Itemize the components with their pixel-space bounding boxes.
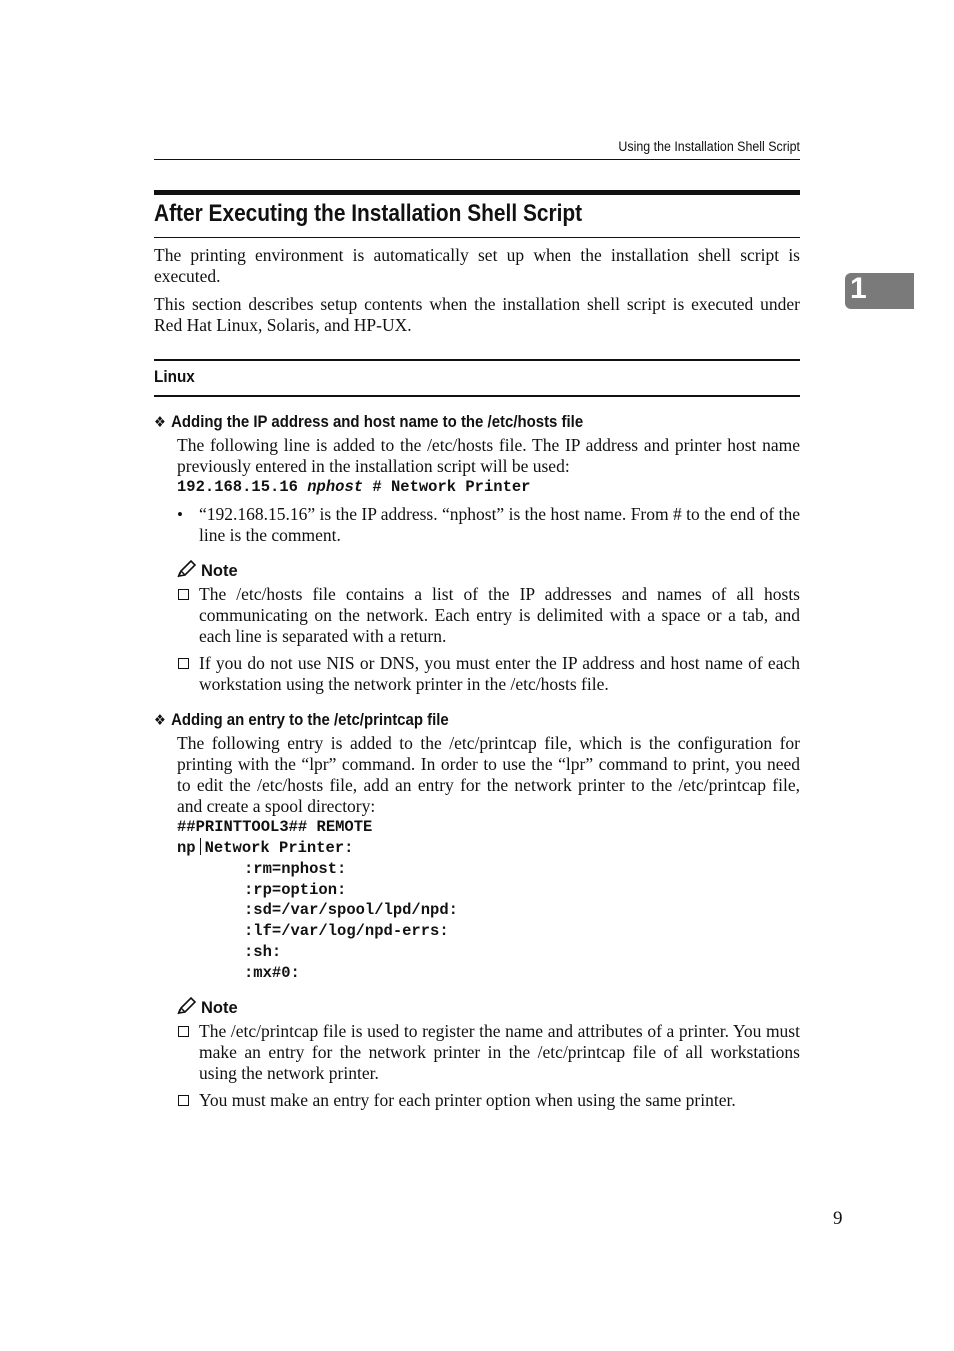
diamond-icon: ❖ <box>154 711 166 729</box>
printcap-code-option: :sh: <box>244 943 282 961</box>
title-underline <box>154 237 800 238</box>
pencil-icon <box>177 560 197 583</box>
hosts-note-item-1 <box>177 584 800 647</box>
running-header: Using the Installation Shell Script <box>618 139 800 154</box>
note-label: Note <box>201 562 238 580</box>
hosts-bullet-text: “192.168.15.16” is the IP address. “nphost” is the host name. From # to the end of the line is the comment. <box>199 504 800 545</box>
chapter-tab <box>845 273 914 309</box>
hosts-bullet <box>177 504 800 546</box>
hosts-note-text-1: The /etc/hosts file contains a list of the IP addresses and names of all hosts communicating on the network. Each entry is delimited with a space or a tab, and each line is separated with a return. <box>199 584 800 646</box>
code-np-rest: Network Printer: <box>204 839 354 857</box>
printcap-code-option: :sd=/var/spool/lpd/npd: <box>244 901 458 919</box>
subsection-rule-bottom <box>154 395 800 397</box>
printcap-code-option: :rm=nphost: <box>244 860 347 878</box>
printcap-note-text-1: The /etc/printcap file is used to register the name and attributes of a printer. You must make an entry for the network printer in the /etc/printcap file of all workstations using the network printer. <box>199 1021 800 1083</box>
printcap-code-line-1: ##PRINTTOOL3## REMOTE <box>177 818 373 836</box>
pencil-icon <box>177 997 197 1020</box>
chapter-number: 1 <box>850 272 867 305</box>
section-title: After Executing the Installation Shell Script <box>154 200 583 227</box>
printcap-heading <box>154 710 449 730</box>
header-rule <box>154 159 800 160</box>
note-label: Note <box>201 999 238 1017</box>
subsection-title: Linux <box>154 367 195 386</box>
hosts-code-line <box>177 477 531 498</box>
printcap-code-option: :lf=/var/log/npd-errs: <box>244 922 449 940</box>
printcap-code-option: :mx#0: <box>244 964 300 982</box>
printcap-heading-text: Adding an entry to the /etc/printcap file <box>171 710 449 729</box>
code-np: np <box>177 839 196 857</box>
checkbox-marker-icon <box>178 589 189 600</box>
hosts-note-text-2: If you do not use NIS or DNS, you must enter the IP address and host name of each workstation using the network printer in the /etc/hosts file. <box>199 653 800 694</box>
hosts-note-item-2 <box>177 653 800 695</box>
intro-paragraph-1: The printing environment is automatically set up when the installation shell script is executed. <box>154 245 800 286</box>
checkbox-marker-icon <box>178 658 189 669</box>
printcap-note-item-1 <box>177 1021 800 1084</box>
bullet-marker: • <box>177 505 183 524</box>
printcap-note-heading <box>177 997 238 1020</box>
printcap-body: The following entry is added to the /etc/printcap file, which is the configuration for printing with the “lpr” command. In order to use the “lpr” command to print, you need to edit the /etc/hosts file, add an entry for the network printer to the /etc/printcap file, and create a spool directory: <box>177 733 800 816</box>
checkbox-marker-icon <box>178 1026 189 1037</box>
checkbox-marker-icon <box>178 1095 189 1106</box>
subsection-rule-top <box>154 359 800 361</box>
hosts-body: The following line is added to the /etc/hosts file. The IP address and printer host name previously entered in the installation script will be used: <box>177 435 800 476</box>
hosts-note-heading <box>177 560 238 583</box>
code-host: nphost <box>307 478 364 496</box>
printcap-code-line-2 <box>177 838 353 859</box>
separator-bar <box>200 838 201 855</box>
intro-paragraph-2: This section describes setup contents when the installation shell script is executed under Red Hat Linux, Solaris, and HP-UX. <box>154 294 800 335</box>
code-ip: 192.168.15.16 <box>177 478 298 496</box>
page-number: 9 <box>833 1208 843 1229</box>
title-rule <box>154 190 800 195</box>
code-comment: # Network Printer <box>372 478 531 496</box>
printcap-note-item-2 <box>177 1090 800 1111</box>
printcap-code-option: :rp=option: <box>244 881 347 899</box>
hosts-heading-text: Adding the IP address and host name to the /etc/hosts file <box>171 412 584 431</box>
printcap-note-text-2: You must make an entry for each printer option when using the same printer. <box>199 1090 736 1110</box>
hosts-heading <box>154 412 583 432</box>
diamond-icon: ❖ <box>154 413 166 431</box>
